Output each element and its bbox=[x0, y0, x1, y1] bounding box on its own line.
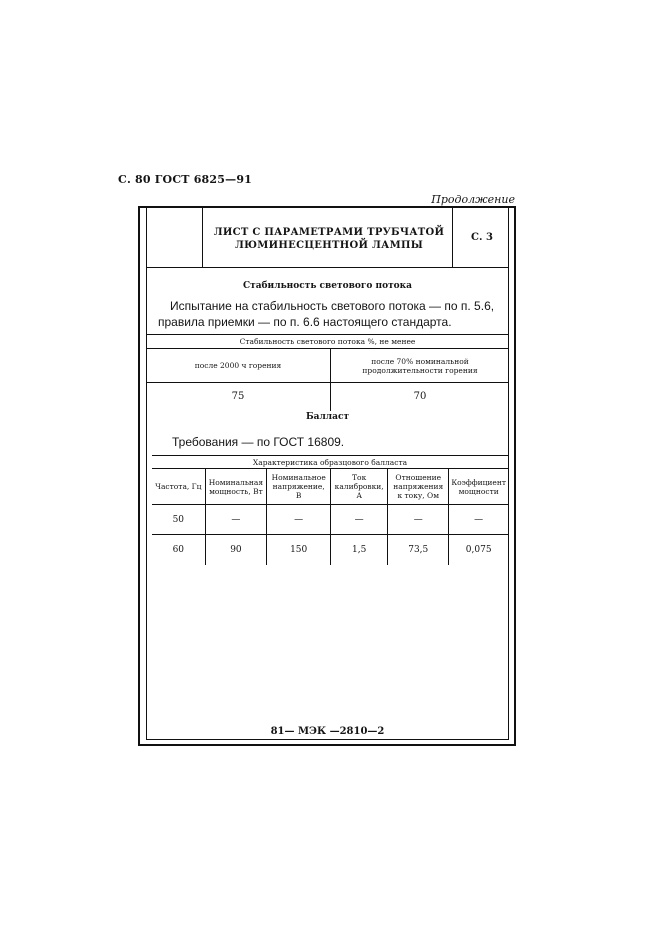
stability-col-70pct: после 70% номинальной продолжительности горения bbox=[362, 356, 478, 375]
header-frequency: Частота, Гц bbox=[152, 469, 205, 505]
header-power-factor: Коэффициент мощности bbox=[451, 477, 506, 496]
stability-value-2000h: 75 bbox=[146, 383, 331, 411]
table-row bbox=[152, 505, 508, 535]
cell: 73,5 bbox=[388, 535, 449, 565]
cell: 90 bbox=[205, 535, 267, 565]
stability-col-2000h: после 2000 ч горения bbox=[146, 349, 331, 383]
cell: — bbox=[474, 514, 484, 525]
ballast-caption: Характеристика образцового балласта bbox=[252, 457, 408, 467]
ballast-text: Требования — по ГОСТ 16809. bbox=[172, 435, 345, 449]
stability-caption: Стабильность светового потока %, не менее bbox=[239, 337, 416, 346]
page-header: С. 80 ГОСТ 6825—91 bbox=[118, 173, 253, 186]
stability-heading: Стабильность светового потока bbox=[242, 281, 413, 291]
stability-table bbox=[146, 334, 509, 411]
stability-value-70pct: 70 bbox=[413, 391, 427, 403]
cell: — bbox=[205, 505, 267, 535]
ballast-heading: Балласт bbox=[305, 412, 350, 422]
sheet-title: ЛИСТ С ПАРАМЕТРАМИ ТРУБЧАТОЙ ЛЮМИНЕСЦЕНТНОЙ ЛАМПЫ bbox=[213, 227, 445, 251]
continued-label: Продолжение bbox=[431, 193, 515, 206]
header-ratio: Отношение напряжения к току, Ом bbox=[388, 469, 449, 505]
header-current: Ток калибровки, А bbox=[331, 469, 388, 505]
cell: 50 bbox=[152, 505, 205, 535]
cell: 0,075 bbox=[465, 544, 492, 555]
cell: — bbox=[331, 505, 388, 535]
cell: 60 bbox=[152, 535, 205, 565]
header-power: Номинальная мощность, Вт bbox=[205, 469, 267, 505]
sheet-number: С. 3 bbox=[471, 232, 493, 243]
cell: — bbox=[388, 505, 449, 535]
page-footer: 81— МЭК —2810—2 bbox=[270, 726, 385, 737]
divider bbox=[202, 206, 203, 267]
cell: 150 bbox=[267, 535, 331, 565]
table-row bbox=[152, 535, 508, 565]
stability-text: Испытание на стабильность светового потока — по п. 5.6, правила приемки — по п. 6.6 настоящего стандарта. bbox=[158, 299, 495, 329]
cell: 1,5 bbox=[331, 535, 388, 565]
header-voltage: Номинальное напряжение, В bbox=[267, 469, 331, 505]
cell: — bbox=[267, 505, 331, 535]
ballast-table bbox=[152, 455, 508, 565]
